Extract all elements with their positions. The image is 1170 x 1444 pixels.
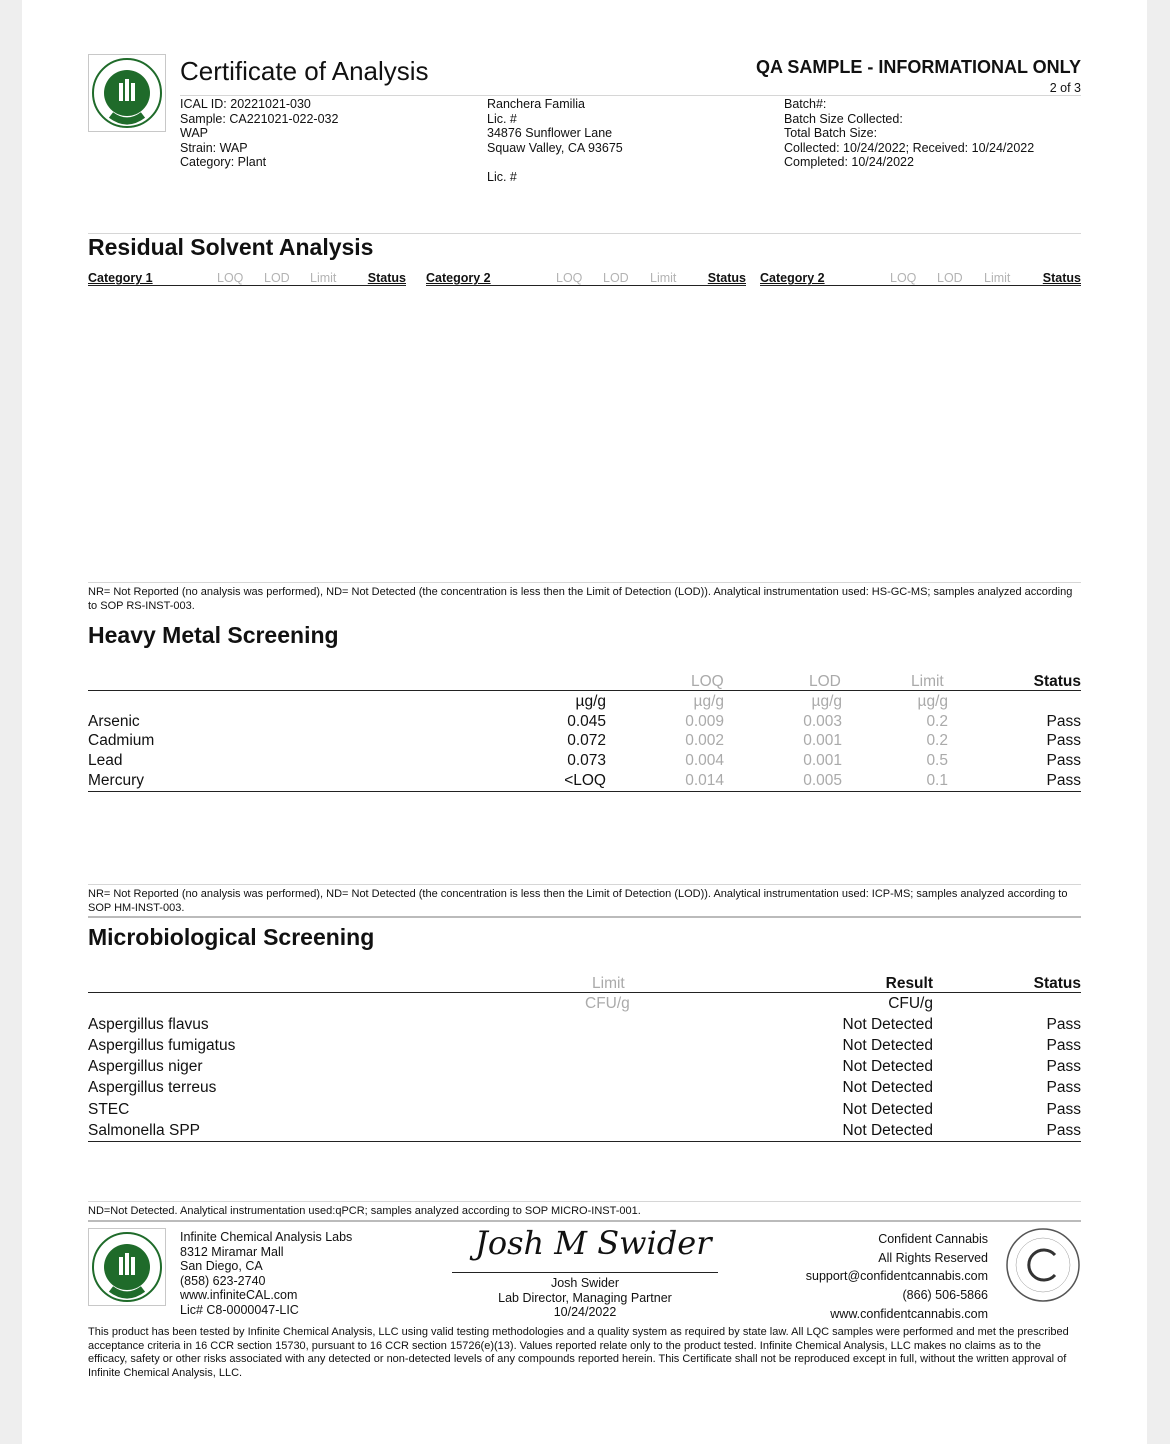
table-row [88,1058,1081,1078]
confident-line: Confident Cannabis [878,1232,988,1246]
table-row [88,1016,1081,1036]
micro-header-rule [88,992,1081,993]
organism-status: Pass [1046,1101,1081,1118]
lab-line: Infinite Chemical Analysis Labs [180,1230,353,1244]
residual-group-header [426,271,746,285]
sample-info [180,97,338,170]
sample-line: ICAL ID: 20221021-030 [180,97,311,111]
metals-note: NR= Not Reported (no analysis was performed), ND= Not Detected (the concentration is less then the Limit of Detection (LOD)). Analytical instrumentation used: ICP-MS; samples analyzed according to SOP HM-INST-003. [88,888,1068,914]
organism-result: Not Detected [842,1101,933,1118]
micro-title: Microbiological Screening [88,924,375,950]
confident-website-link[interactable]: www.confidentcannabis.com [830,1306,988,1321]
table-row [88,772,1081,792]
signature-date: 10/24/2022 [553,1305,617,1319]
residual-title: Residual Solvent Analysis [88,234,374,260]
residual-group-header [760,271,1081,285]
analyte-name: Arsenic [88,713,140,730]
metals-limit-unit: µg/g [917,693,948,710]
table-row [88,713,1081,733]
metals-loq-unit: µg/g [693,693,724,710]
confident-email-link[interactable]: support@confidentcannabis.com [805,1269,988,1284]
section-rule [88,1220,1081,1222]
signatory-role: Lab Director, Managing Partner [498,1290,672,1305]
signature: Josh M Swider [475,1224,712,1262]
sample-line: Sample: CA221021-022-032 [180,111,339,126]
lab-logo [88,54,166,132]
limit-label: Limit [310,271,337,285]
analyte-lod: 0.003 [803,713,842,730]
sample-line: Strain: WAP [180,140,248,155]
client-line: Squaw Valley, CA 93675 [487,140,623,155]
micro-limit-header: Limit [592,975,625,992]
analyte-loq: 0.004 [685,752,724,769]
table-row [88,1101,1081,1121]
analyte-limit: 0.2 [926,732,948,749]
table-row [88,1122,1081,1142]
confident-cannabis-badge [1005,1227,1081,1303]
signature-rule [452,1272,718,1273]
status-label: Status [1042,271,1081,285]
residual-group-rule [88,285,406,286]
category-label: Category 2 [426,271,491,285]
micro-note: ND=Not Detected. Analytical instrumentation used:qPCR; samples analyzed according to SOP MICRO-INST-001. [88,1205,641,1217]
note-rule [88,884,1081,885]
analyte-lod: 0.001 [803,732,842,749]
organism-result: Not Detected [842,1037,933,1054]
micro-result-header: Result [885,975,933,992]
lab-line: San Diego, CA [180,1259,263,1273]
client-info [487,97,623,184]
page-number: 2 of 3 [1049,81,1081,95]
metals-lod-header: LOD [809,673,841,690]
organism-name: Aspergillus terreus [88,1079,217,1096]
analyte-limit: 0.2 [926,713,948,730]
analyte-result: 0.045 [567,713,606,730]
organism-name: STEC [88,1101,130,1118]
category-label: Category 2 [760,271,825,285]
micro-status-header: Status [1033,975,1081,992]
organism-result: Not Detected [842,1016,933,1033]
metals-loq-header: LOQ [691,673,724,690]
batch-line: Completed: 10/24/2022 [784,155,914,169]
metals-status-header: Status [1033,673,1081,690]
organism-status: Pass [1046,1016,1081,1033]
analyte-name: Cadmium [88,732,155,749]
analyte-name: Mercury [88,772,144,789]
confident-line: (866) 506-5866 [902,1288,988,1303]
section-rule [88,916,1081,918]
note-rule [88,582,1081,583]
organism-status: Pass [1046,1122,1081,1139]
client-line: Lic. # [487,111,517,126]
lab-website-link[interactable]: www.infiniteCAL.com [180,1288,298,1302]
signatory-name: Josh Swider [550,1276,620,1290]
analyte-lod: 0.005 [803,772,842,789]
metals-result-unit: µg/g [575,693,606,710]
status-label: Status [707,271,746,285]
loq-label: LOQ [556,271,583,285]
batch-line: Batch Size Collected: [784,111,903,126]
header-rule [180,95,1081,96]
organism-result: Not Detected [842,1079,933,1096]
organism-status: Pass [1046,1058,1081,1075]
status-label: Status [367,271,406,285]
analyte-result: <LOQ [564,772,606,789]
lod-label: LOD [937,271,963,285]
table-row [88,1037,1081,1057]
client-line: Ranchera Familia [487,97,585,111]
residual-group-rule [426,285,746,286]
table-row [88,1079,1081,1099]
limit-label: Limit [650,271,677,285]
sample-line: Category: Plant [180,155,267,169]
residual-note: NR= Not Reported (no analysis was performed), ND= Not Detected (the concentration is less then the Limit of Detection (LOD)). Analytical instrumentation used: HS-GC-MS; samples analyzed according to SOP RS-INST-003. [88,586,1073,612]
client-lic: Lic. # [487,169,517,184]
organism-result: Not Detected [842,1122,933,1139]
qa-label: QA SAMPLE - INFORMATIONAL ONLY [755,57,1081,77]
lab-line: 8312 Miramar Mall [180,1244,284,1259]
batch-line: Collected: 10/24/2022; Received: 10/24/2022 [784,140,1035,155]
table-row [88,752,1081,772]
organism-status: Pass [1046,1079,1081,1096]
lab-line: Lic# C8-0000047-LIC [180,1302,299,1317]
footer-lab-logo [88,1228,166,1306]
analyte-status: Pass [1046,752,1081,769]
client-line: 34876 Sunflower Lane [487,126,613,140]
batch-line: Total Batch Size: [784,126,878,140]
analyte-status: Pass [1046,713,1081,730]
organism-name: Aspergillus flavus [88,1016,209,1033]
certificate-page [22,0,1147,1444]
metals-limit-header: Limit [911,673,944,690]
organism-name: Aspergillus fumigatus [88,1037,236,1054]
analyte-status: Pass [1046,772,1081,789]
residual-group-rule [760,285,1081,286]
batch-info [784,97,1034,170]
analyte-name: Lead [88,752,123,769]
analyte-result: 0.073 [567,752,606,769]
analyte-limit: 0.5 [926,752,948,769]
analyte-loq: 0.009 [685,713,724,730]
metals-lod-unit: µg/g [811,693,842,710]
organism-status: Pass [1046,1037,1081,1054]
lod-label: LOD [603,271,629,285]
lod-label: LOD [264,271,290,285]
metals-footer-rule [88,791,1081,792]
loq-label: LOQ [217,271,244,285]
organism-name: Salmonella SPP [88,1122,201,1139]
confident-info [806,1230,988,1324]
signatory-block [452,1276,718,1320]
category-label: Category 1 [88,271,153,285]
loq-label: LOQ [890,271,917,285]
sample-line: WAP [180,126,209,140]
analyte-status: Pass [1046,732,1081,749]
analyte-loq: 0.002 [685,732,724,749]
organism-result: Not Detected [842,1058,933,1075]
limit-label: Limit [984,271,1011,285]
organism-name: Aspergillus niger [88,1058,203,1075]
analyte-loq: 0.014 [685,772,724,789]
lab-line: (858) 623-2740 [180,1273,266,1288]
metals-title: Heavy Metal Screening [88,622,339,648]
disclaimer: This product has been tested by Infinite Chemical Analysis, LLC using valid testing methodologies and a quality system as required by state law. All LQC samples were performed and met the prescribed acceptance criteria in 16 CCR section 15730, pursuant to 16 CCR section 15726(e)(13). Values reported relate only to the product tested. Infinite Chemical Analysis, LLC makes no claims as to the efficacy, safety or other risks associated with any detected or non-detected levels of any compounds reported herein. This Certificate shall not be reproduced except in full, without the written approval of Infinite Chemical Analysis, LLC. [88,1326,1069,1379]
confident-line: All Rights Reserved [878,1250,988,1265]
micro-footer-rule [88,1141,1081,1142]
note-rule [88,1201,1081,1202]
table-row [88,732,1081,752]
analyte-lod: 0.001 [803,752,842,769]
metals-header-rule [88,690,1081,691]
batch-line: Batch#: [784,97,827,111]
page-title: Certificate of Analysis [180,56,429,86]
micro-result-unit: CFU/g [888,995,933,1012]
micro-limit-unit: CFU/g [585,995,630,1012]
analyte-limit: 0.1 [926,772,948,789]
residual-group-header [88,271,406,285]
analyte-result: 0.072 [567,732,606,749]
lab-address [180,1230,352,1317]
